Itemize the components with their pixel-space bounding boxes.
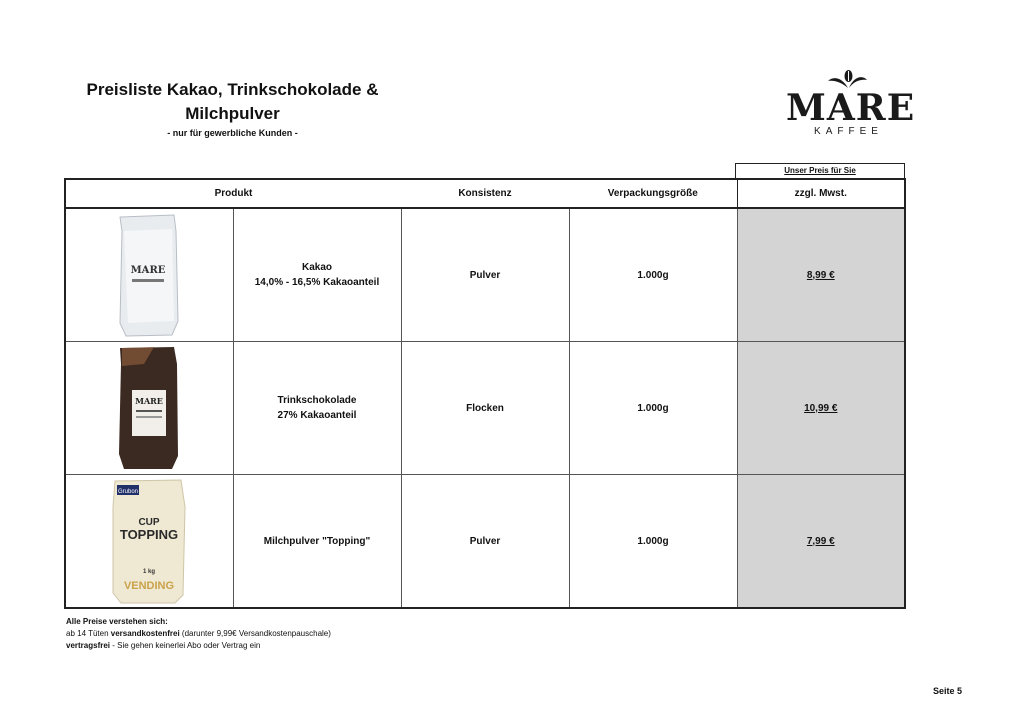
product-image-cell	[65, 475, 233, 609]
column-header-consistency: Konsistenz	[401, 179, 569, 208]
size-cell: 1.000g	[569, 475, 737, 609]
price-notes	[66, 616, 331, 652]
title-line-2: Milchpulver	[185, 104, 280, 123]
bag-label-weight: 1 kg	[143, 569, 156, 575]
svg-text:MARE: MARE	[130, 265, 166, 276]
page-title	[70, 78, 395, 140]
product-cell	[233, 208, 401, 342]
size-cell: 1.000g	[569, 208, 737, 342]
price-cell: 7,99 €	[737, 475, 905, 609]
price-cell: 8,99 €	[737, 208, 905, 342]
product-cell	[233, 475, 401, 609]
column-header-price: zzgl. Mwst.	[737, 179, 905, 208]
subtitle: - nur für gewerbliche Kunden -	[167, 128, 298, 138]
logo-subtitle: KAFFEE	[814, 126, 883, 137]
svg-text:MARE: MARE	[135, 396, 164, 406]
cocoa-bag-image	[114, 211, 184, 339]
price-table	[64, 178, 906, 609]
price-cell: 10,99 €	[737, 342, 905, 475]
logo-wordmark: MARE	[786, 87, 916, 129]
table-row	[65, 208, 905, 342]
page-number: Seite 5	[932, 686, 962, 696]
mare-kaffee-logo	[786, 68, 916, 142]
title-line-1: Preisliste Kakao, Trinkschokolade &	[86, 80, 379, 99]
product-name: Trinkschokolade	[277, 395, 357, 406]
chocolate-bag-image	[114, 344, 184, 472]
table-row	[65, 475, 905, 609]
notes-line1-suffix: (darunter 9,99€ Versandkostenpauschale)	[179, 629, 331, 638]
product-detail: 14,0% - 16,5% Kakaoanteil	[254, 277, 380, 288]
bag-brand-text: Grubon	[118, 489, 139, 495]
table-header-row	[65, 179, 905, 208]
product-cell	[233, 342, 401, 475]
product-image-cell	[65, 342, 233, 475]
notes-line2-suffix: - Sie gehen keinerlei Abo oder Vertrag ein	[110, 641, 261, 650]
product-name: Kakao	[301, 262, 332, 273]
consistency-cell: Pulver	[401, 475, 569, 609]
price-caption: Unser Preis für Sie	[735, 163, 905, 178]
table-row	[65, 342, 905, 475]
product-detail: 27% Kakaoanteil	[277, 410, 357, 421]
column-header-size: Verpackungsgröße	[569, 179, 737, 208]
bag-label-cup: CUP	[138, 517, 160, 528]
product-image-cell	[65, 208, 233, 342]
column-header-product: Produkt	[65, 179, 401, 208]
bag-label-topping: TOPPING	[120, 527, 179, 542]
consistency-cell: Flocken	[401, 342, 569, 475]
notes-line1-prefix: ab 14 Tüten	[66, 629, 111, 638]
notes-line2-bold: vertragsfrei	[66, 641, 111, 650]
bag-label-vending: VENDING	[124, 580, 175, 592]
topping-bag-image	[109, 477, 189, 605]
notes-heading: Alle Preise verstehen sich:	[66, 617, 168, 626]
notes-line1-bold: versandkostenfrei	[110, 629, 180, 638]
size-cell: 1.000g	[569, 342, 737, 475]
product-name: Milchpulver "Topping"	[263, 535, 371, 547]
consistency-cell: Pulver	[401, 208, 569, 342]
